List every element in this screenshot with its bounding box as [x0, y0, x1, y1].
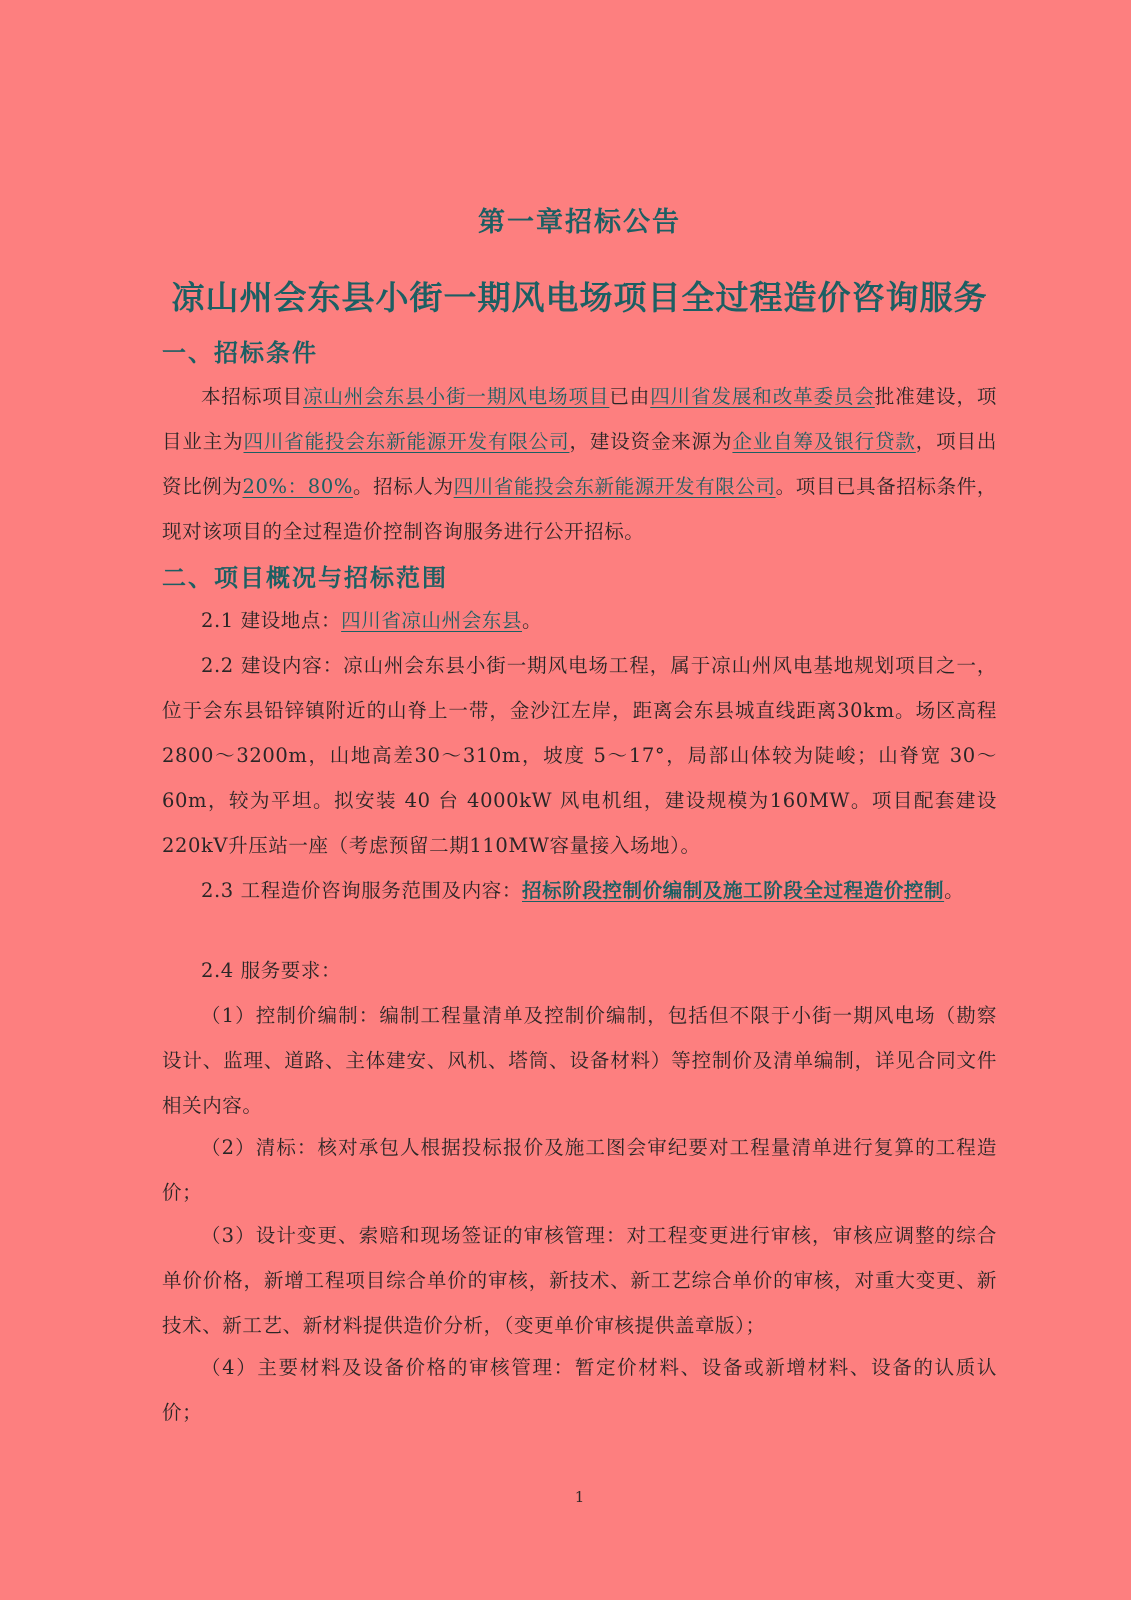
text-segment: 已由: [609, 385, 651, 408]
service-scope: 招标阶段控制价编制及施工阶段全过程造价控制: [522, 879, 945, 902]
text-segment: 。: [522, 609, 543, 632]
construction-location-item: [162, 598, 997, 643]
text-segment: 。: [944, 879, 965, 902]
funding-source: 企业自筹及银行贷款: [732, 430, 916, 453]
requirement-1: （1）控制价编制：编制工程量清单及控制价编制，包括但不限于小街一期风电场（勘察设计、监理、道路、主体建安、风机、塔筒、设备材料）等控制价及清单编制，详见合同文件相关内容。: [162, 1004, 997, 1117]
section-heading-tender-conditions: 一、招标条件: [162, 338, 318, 367]
construction-location: 四川省凉山州会东县: [341, 609, 523, 632]
project-owner: 四川省能投会东新能源开发有限公司: [243, 430, 570, 453]
text-segment: 。项目已具备招标条件，现对该项目的全过程造价控制咨询服务进行公开招标。: [162, 475, 997, 543]
approving-authority: 四川省发展和改革委员会: [650, 385, 875, 408]
item-label: 2.1 建设地点：: [201, 609, 342, 632]
project-name: 凉山州会东县小街一期风电场项目: [303, 385, 610, 408]
document-page: [162, 0, 997, 1600]
text-segment: ，项目出资比例为: [162, 430, 997, 498]
item-label: 2.3 工程造价咨询服务范围及内容：: [201, 879, 523, 902]
document-title: 凉山州会东县小街一期风电场项目全过程造价咨询服务: [171, 278, 988, 317]
section-heading-project-overview: 二、项目概况与招标范围: [162, 563, 448, 592]
tender-conditions-paragraph: [162, 374, 997, 554]
tenderer: 四川省能投会东新能源开发有限公司: [453, 475, 776, 498]
text-segment: ，建设资金来源为: [569, 430, 733, 453]
construction-content-item: 2.2 建设内容：凉山州会东县小街一期风电场工程，属于凉山州风电基地规划项目之一，位于会东县铅锌镇附近的山脊上一带，金沙江左岸，距离会东县城直线距离30km。场区高程2800～3200m，山地高差30～310m，坡度 5～17°，局部山体较为陡峻；山脊宽 30～60m，较为平坦。拟安装 40 台 4000kW 风电机组，建设规模为160MW。项目配套建设220kV升压站一座（考虑预留二期110MW容量接入场地）。: [162, 654, 997, 857]
text-segment: 批准建设，项目业主为: [162, 385, 997, 453]
service-requirements-item: 2.4 服务要求：: [201, 959, 342, 982]
page-number: 1: [574, 1488, 585, 1506]
text-segment: 。招标人为: [352, 475, 454, 498]
text-segment: 本招标项目: [201, 385, 304, 408]
requirement-3: （3）设计变更、索赔和现场签证的审核管理：对工程变更进行审核，审核应调整的综合单价价格，新增工程项目综合单价的审核，新技术、新工艺综合单价的审核，对重大变更、新技术、新工艺、新材料提供造价分析，（变更单价审核提供盖章版）；: [162, 1224, 997, 1337]
requirement-2: （2）清标：核对承包人根据投标报价及施工图会审纪要对工程量清单进行复算的工程造价；: [162, 1136, 997, 1204]
requirement-4: （4）主要材料及设备价格的审核管理：暂定价材料、设备或新增材料、设备的认质认价；: [162, 1356, 997, 1424]
chapter-title: 第一章招标公告: [478, 207, 681, 238]
funding-ratio: 20%：80%: [242, 475, 353, 498]
service-scope-item: [162, 868, 997, 913]
